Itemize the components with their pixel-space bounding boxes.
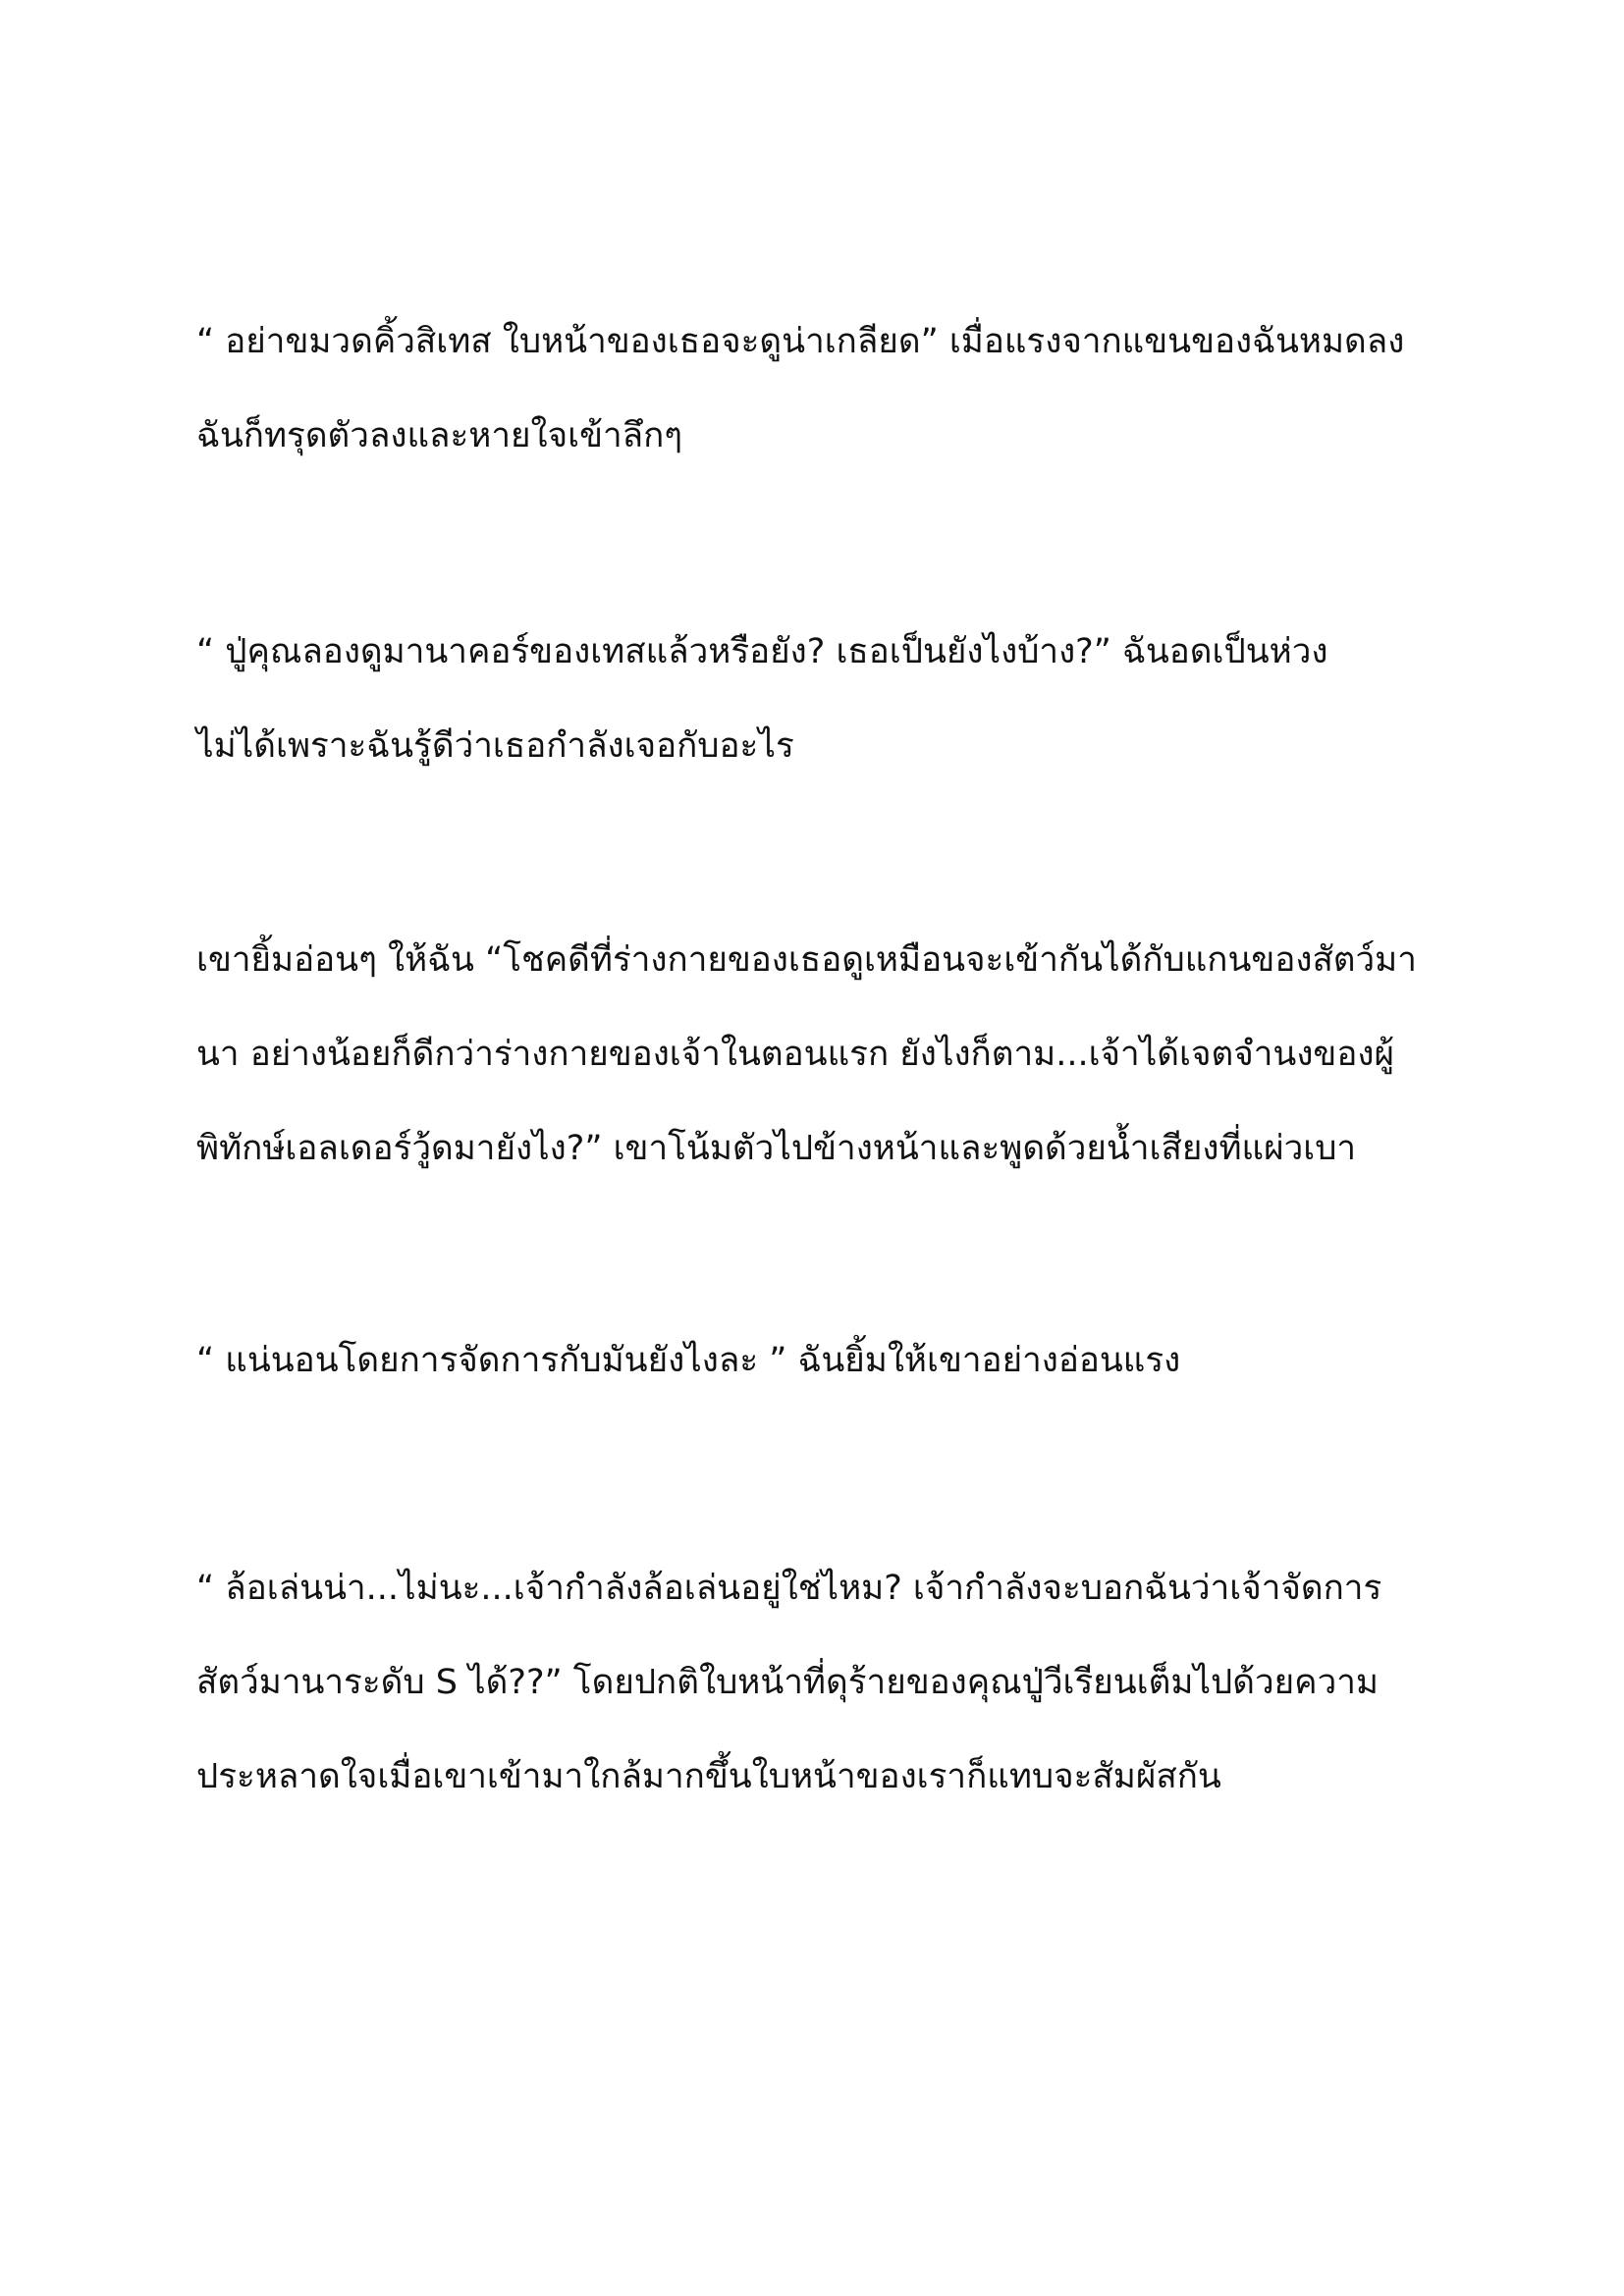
- paragraph-5: [196, 1541, 1473, 1824]
- paragraph-line: ประหลาดใจเมื่อเขาเข้ามาใกล้มากขึ้นใบหน้าของเราก็แทบจะสัมผัสกัน: [196, 1757, 1221, 1796]
- paragraph-line: ฉันก็ทรุดตัวลงและหายใจเข้าลึกๆ: [196, 416, 683, 455]
- paragraph-line: สัตว์มานาระดับ S ได้??” โดยปกติใบหน้าที่ดุร้ายของคุณปู่วีเรียนเต็มไปด้วยความ: [196, 1663, 1379, 1702]
- paragraph-line: ไม่ได้เพราะฉันรู้ดีว่าเธอกำลังเจอกับอะไร: [196, 726, 794, 766]
- paragraph-4: [196, 1313, 1473, 1408]
- paragraph-line: “ แน่นอนโดยการจัดการกับมันยังไงละ ” ฉันยิ้มให้เขาอย่างอ่อนแรง: [196, 1341, 1181, 1380]
- paragraph-line: นา อย่างน้อยก็ดีกว่าร่างกายของเจ้าในตอนแรก ยังไงก็ตาม...เจ้าได้เจตจำนงของผู้: [196, 1035, 1394, 1074]
- paragraph-line: พิทักษ์เอลเดอร์วู้ดมายังไง?” เขาโน้มตัวไปข้างหน้าและพูดด้วยน้ำเสียงที่แผ่วเบา: [196, 1129, 1357, 1168]
- paragraph-3: [196, 913, 1473, 1196]
- paragraph-line: เขายิ้มอ่อนๆ ให้ฉัน “โชคดีที่ร่างกายของเธอดูเหมือนจะเข้ากันได้กับแกนของสัตว์มา: [196, 940, 1417, 980]
- paragraph-line: “ ล้อเล่นน่า...ไม่นะ...เจ้ากำลังล้อเล่นอยู่ใช่ไหม? เจ้ากำลังจะบอกฉันว่าเจ้าจัดการ: [196, 1569, 1382, 1608]
- paragraph-line: “ ปู่คุณลองดูมานาคอร์ของเทสแล้วหรือยัง? เธอเป็นยังไงบ้าง?” ฉันอดเป็นห่วง: [196, 632, 1328, 671]
- paragraph-line: “ อย่าขมวดคิ้วสิเทส ใบหน้าของเธอจะดูน่าเกลียด” เมื่อแรงจากแขนของฉันหมดลง: [196, 322, 1405, 361]
- paragraph-1: [196, 294, 1473, 483]
- paragraph-2: [196, 605, 1473, 793]
